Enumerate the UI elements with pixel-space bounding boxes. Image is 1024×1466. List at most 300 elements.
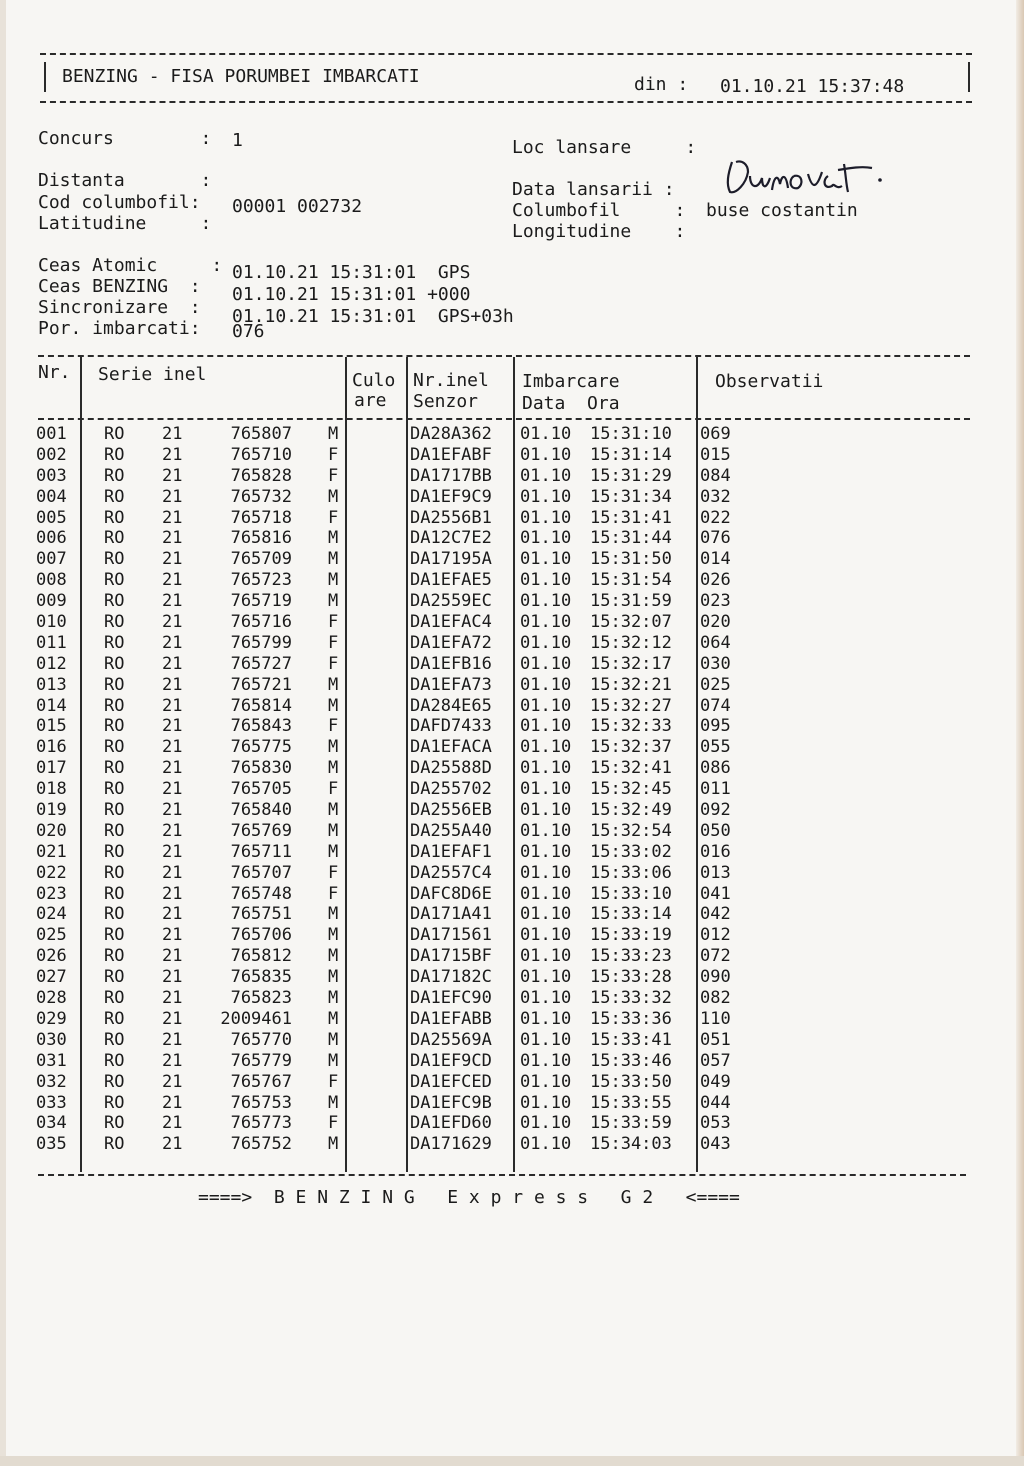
ceas-benzing-value: 01.10.21 15:31:01 +000 — [232, 284, 471, 305]
cell-observatii: 064 — [700, 632, 731, 653]
cell-sensor: DA171629 — [410, 1134, 492, 1155]
cell-observatii: 030 — [700, 653, 731, 674]
cell-date: 01.10 — [520, 758, 572, 779]
cell-ring: 765816 — [230, 528, 292, 549]
cell-nr: 004 — [36, 486, 67, 507]
cell-observatii: 014 — [700, 549, 731, 570]
cell-country: RO — [104, 1092, 125, 1113]
cell-date: 01.10 — [520, 883, 572, 904]
cell-sex: M — [328, 549, 339, 570]
cell-ring: 765770 — [230, 1029, 292, 1050]
cell-time: 15:32:21 — [590, 674, 672, 695]
cell-observatii: 092 — [700, 800, 731, 821]
cell-nr: 008 — [36, 570, 67, 591]
cell-time: 15:32:45 — [590, 779, 672, 800]
cell-sex: M — [328, 591, 339, 612]
cell-ring: 765779 — [230, 1050, 292, 1071]
cell-year: 21 — [162, 779, 183, 800]
cell-date: 01.10 — [520, 1071, 572, 1092]
cell-country: RO — [104, 1113, 125, 1134]
cell-ring: 765752 — [230, 1134, 292, 1155]
cell-nr: 002 — [36, 444, 67, 465]
cell-time: 15:33:32 — [590, 988, 672, 1009]
cell-year: 21 — [162, 1071, 183, 1092]
cell-country: RO — [104, 967, 125, 988]
cell-ring: 765711 — [230, 841, 292, 862]
cell-date: 01.10 — [520, 1134, 572, 1155]
cell-date: 01.10 — [520, 528, 572, 549]
cell-sensor: DAFD7433 — [410, 716, 492, 737]
header-right-border — [968, 62, 970, 92]
cell-nr: 019 — [36, 800, 67, 821]
cell-sensor: DA1EFA73 — [410, 674, 492, 695]
cell-sex: M — [328, 695, 339, 716]
cell-sensor: DA171561 — [410, 925, 492, 946]
columbofil-value: buse costantin — [706, 200, 858, 221]
cell-nr: 029 — [36, 1008, 67, 1029]
cell-observatii: 057 — [700, 1050, 731, 1071]
cell-date: 01.10 — [520, 549, 572, 570]
cell-sex: F — [328, 1113, 339, 1134]
cell-country: RO — [104, 904, 125, 925]
cell-date: 01.10 — [520, 486, 572, 507]
cell-date: 01.10 — [520, 779, 572, 800]
cell-time: 15:31:44 — [590, 528, 672, 549]
cell-year: 21 — [162, 507, 183, 528]
cell-year: 21 — [162, 716, 183, 737]
cell-observatii: 013 — [700, 862, 731, 883]
cell-time: 15:32:12 — [590, 632, 672, 653]
cell-time: 15:32:17 — [590, 653, 672, 674]
cell-sex: M — [328, 1029, 339, 1050]
cell-nr: 006 — [36, 528, 67, 549]
cell-observatii: 049 — [700, 1071, 731, 1092]
cell-time: 15:33:06 — [590, 862, 672, 883]
cell-ring: 765775 — [230, 737, 292, 758]
header-nr-inel-2: Senzor — [413, 391, 479, 412]
cell-year: 21 — [162, 695, 183, 716]
cell-year: 21 — [162, 925, 183, 946]
table-bottom-rule — [38, 1174, 966, 1176]
cod-columbofil-value: 00001 002732 — [232, 196, 363, 217]
cell-date: 01.10 — [520, 967, 572, 988]
cell-nr: 035 — [36, 1134, 67, 1155]
cell-date: 01.10 — [520, 632, 572, 653]
columbofil-label: Columbofil : — [512, 200, 686, 221]
cell-ring: 765732 — [230, 486, 292, 507]
data-lansarii-label: Data lansarii : — [512, 179, 675, 200]
cell-ring: 765807 — [230, 424, 292, 444]
din-label: din : — [634, 74, 689, 95]
cell-date: 01.10 — [520, 465, 572, 486]
cell-country: RO — [104, 820, 125, 841]
cell-date: 01.10 — [520, 1050, 572, 1071]
cell-sensor: DA255702 — [410, 779, 492, 800]
cell-time: 15:33:02 — [590, 841, 672, 862]
cell-time: 15:33:36 — [590, 1008, 672, 1029]
cell-year: 21 — [162, 1113, 183, 1134]
cell-observatii: 022 — [700, 507, 731, 528]
cell-time: 15:32:37 — [590, 737, 672, 758]
cell-sensor: DA1EFABF — [410, 444, 492, 465]
latitudine-label: Latitudine : — [38, 213, 212, 234]
cell-observatii: 011 — [700, 779, 731, 800]
cell-date: 01.10 — [520, 674, 572, 695]
cell-country: RO — [104, 549, 125, 570]
cod-columbofil-label: Cod columbofil: — [38, 192, 201, 213]
cell-sex: F — [328, 465, 339, 486]
cell-observatii: 016 — [700, 841, 731, 862]
cell-ring: 765710 — [230, 444, 292, 465]
cell-sex: M — [328, 800, 339, 821]
header-nr: Nr. — [38, 362, 71, 383]
cell-ring: 765812 — [230, 946, 292, 967]
cell-sensor: DA2557C4 — [410, 862, 492, 883]
cell-date: 01.10 — [520, 800, 572, 821]
cell-country: RO — [104, 1029, 125, 1050]
cell-sex: F — [328, 632, 339, 653]
cell-time: 15:31:50 — [590, 549, 672, 570]
cell-time: 15:31:59 — [590, 591, 672, 612]
cell-year: 21 — [162, 737, 183, 758]
cell-sensor: DA1EFC90 — [410, 988, 492, 1009]
cell-sensor: DA17195A — [410, 549, 492, 570]
cell-ring: 765830 — [230, 758, 292, 779]
header-top-rule — [40, 53, 972, 55]
cell-time: 15:31:54 — [590, 570, 672, 591]
cell-sex: M — [328, 946, 339, 967]
header-imbarcare-1: Imbarcare — [522, 371, 620, 392]
cell-sensor: DA17182C — [410, 967, 492, 988]
ceas-benzing-label: Ceas BENZING : — [38, 276, 201, 297]
cell-sex: M — [328, 925, 339, 946]
cell-observatii: 020 — [700, 612, 731, 633]
cell-date: 01.10 — [520, 841, 572, 862]
col-divider-imbarcare — [696, 357, 698, 1172]
cell-country: RO — [104, 591, 125, 612]
cell-time: 15:33:10 — [590, 883, 672, 904]
cell-time: 15:33:23 — [590, 946, 672, 967]
cell-observatii: 026 — [700, 570, 731, 591]
cell-observatii: 025 — [700, 674, 731, 695]
cell-country: RO — [104, 1134, 125, 1155]
cell-nr: 009 — [36, 591, 67, 612]
cell-country: RO — [104, 1008, 125, 1029]
header-bottom-rule — [40, 101, 972, 103]
cell-sensor: DA255A40 — [410, 820, 492, 841]
cell-observatii: 084 — [700, 465, 731, 486]
cell-ring: 765843 — [230, 716, 292, 737]
cell-year: 21 — [162, 1008, 183, 1029]
cell-date: 01.10 — [520, 737, 572, 758]
cell-observatii: 044 — [700, 1092, 731, 1113]
cell-time: 15:32:33 — [590, 716, 672, 737]
cell-country: RO — [104, 841, 125, 862]
cell-observatii: 055 — [700, 737, 731, 758]
col-divider-nr — [80, 357, 82, 1172]
cell-year: 21 — [162, 904, 183, 925]
cell-nr: 031 — [36, 1050, 67, 1071]
cell-country: RO — [104, 465, 125, 486]
cell-sex: M — [328, 1134, 339, 1155]
cell-nr: 016 — [36, 737, 67, 758]
cell-time: 15:31:34 — [590, 486, 672, 507]
cell-year: 21 — [162, 528, 183, 549]
cell-sensor: DAFC8D6E — [410, 883, 492, 904]
cell-sensor: DA1EF9CD — [410, 1050, 492, 1071]
header-culoare-2: are — [354, 390, 387, 411]
cell-country: RO — [104, 988, 125, 1009]
cell-sex: M — [328, 737, 339, 758]
cell-date: 01.10 — [520, 444, 572, 465]
cell-country: RO — [104, 737, 125, 758]
cell-sex: M — [328, 988, 339, 1009]
cell-sensor: DA1EFAF1 — [410, 841, 492, 862]
cell-ring: 765748 — [230, 883, 292, 904]
cell-country: RO — [104, 444, 125, 465]
cell-year: 21 — [162, 862, 183, 883]
cell-sensor: DA171A41 — [410, 904, 492, 925]
cell-ring: 765835 — [230, 967, 292, 988]
cell-ring: 2009461 — [220, 1008, 292, 1029]
table-header-rule — [38, 418, 970, 420]
cell-observatii: 090 — [700, 967, 731, 988]
cell-sex: M — [328, 528, 339, 549]
cell-ring: 765753 — [230, 1092, 292, 1113]
cell-country: RO — [104, 653, 125, 674]
cell-observatii: 095 — [700, 716, 731, 737]
cell-nr: 001 — [36, 424, 67, 444]
cell-sex: M — [328, 904, 339, 925]
cell-sensor: DA2559EC — [410, 591, 492, 612]
cell-nr: 028 — [36, 988, 67, 1009]
cell-time: 15:33:46 — [590, 1050, 672, 1071]
cell-year: 21 — [162, 1029, 183, 1050]
cell-nr: 005 — [36, 507, 67, 528]
cell-time: 15:32:49 — [590, 800, 672, 821]
cell-date: 01.10 — [520, 988, 572, 1009]
cell-nr: 021 — [36, 841, 67, 862]
cell-date: 01.10 — [520, 695, 572, 716]
cell-date: 01.10 — [520, 904, 572, 925]
cell-sex: M — [328, 1050, 339, 1071]
sincronizare-value: 01.10.21 15:31:01 GPS+03h — [232, 306, 514, 327]
cell-ring: 765769 — [230, 820, 292, 841]
cell-time: 15:33:28 — [590, 967, 672, 988]
cell-country: RO — [104, 946, 125, 967]
cell-country: RO — [104, 570, 125, 591]
cell-observatii: 076 — [700, 528, 731, 549]
header-observatii: Observatii — [715, 371, 824, 392]
cell-year: 21 — [162, 1050, 183, 1071]
cell-sensor: DA1EFABB — [410, 1008, 492, 1029]
cell-nr: 010 — [36, 612, 67, 633]
cell-observatii: 050 — [700, 820, 731, 841]
header-culoare-1: Culo — [352, 370, 396, 391]
cell-sensor: DA1EFA72 — [410, 632, 492, 653]
cell-observatii: 032 — [700, 486, 731, 507]
cell-year: 21 — [162, 591, 183, 612]
cell-year: 21 — [162, 570, 183, 591]
cell-year: 21 — [162, 632, 183, 653]
cell-year: 21 — [162, 800, 183, 821]
cell-sensor: DA1EFCED — [410, 1071, 492, 1092]
header-serie-inel: Serie inel — [98, 364, 207, 385]
cell-nr: 030 — [36, 1029, 67, 1050]
cell-nr: 012 — [36, 653, 67, 674]
cell-nr: 011 — [36, 632, 67, 653]
cell-country: RO — [104, 695, 125, 716]
cell-sex: F — [328, 653, 339, 674]
cell-nr: 022 — [36, 862, 67, 883]
cell-ring: 765718 — [230, 507, 292, 528]
cell-sex: M — [328, 967, 339, 988]
cell-sensor: DA28A362 — [410, 424, 492, 444]
cell-sex: M — [328, 1008, 339, 1029]
cell-sensor: DA1EFAC4 — [410, 612, 492, 633]
cell-time: 15:33:55 — [590, 1092, 672, 1113]
loc-lansare-label: Loc lansare : — [512, 137, 697, 158]
cell-nr: 032 — [36, 1071, 67, 1092]
header-left-border — [44, 62, 46, 92]
cell-ring: 765814 — [230, 695, 292, 716]
cell-sex: F — [328, 883, 339, 904]
cell-time: 15:32:07 — [590, 612, 672, 633]
cell-observatii: 069 — [700, 424, 731, 444]
longitudine-label: Longitudine : — [512, 221, 686, 242]
cell-sex: F — [328, 862, 339, 883]
paper-edge-bottom — [0, 1456, 1024, 1466]
cell-nr: 007 — [36, 549, 67, 570]
cell-country: RO — [104, 424, 125, 444]
cell-sensor: DA25588D — [410, 758, 492, 779]
cell-time: 15:31:41 — [590, 507, 672, 528]
cell-observatii: 023 — [700, 591, 731, 612]
cell-ring: 765707 — [230, 862, 292, 883]
cell-time: 15:31:10 — [590, 424, 672, 444]
cell-observatii: 053 — [700, 1113, 731, 1134]
cell-year: 21 — [162, 1134, 183, 1155]
cell-sensor: DA1717BB — [410, 465, 492, 486]
cell-nr: 015 — [36, 716, 67, 737]
cell-nr: 017 — [36, 758, 67, 779]
cell-ring: 765773 — [230, 1113, 292, 1134]
cell-sex: F — [328, 612, 339, 633]
cell-country: RO — [104, 528, 125, 549]
cell-date: 01.10 — [520, 925, 572, 946]
paper-edge-right — [1016, 0, 1024, 1466]
cell-nr: 033 — [36, 1092, 67, 1113]
cell-ring: 765709 — [230, 549, 292, 570]
cell-nr: 014 — [36, 695, 67, 716]
cell-year: 21 — [162, 883, 183, 904]
porumbei-imbarcati-label: Por. imbarcati: — [38, 318, 201, 339]
cell-date: 01.10 — [520, 591, 572, 612]
cell-country: RO — [104, 779, 125, 800]
cell-sex: M — [328, 1092, 339, 1113]
cell-nr: 027 — [36, 967, 67, 988]
cell-observatii: 086 — [700, 758, 731, 779]
cell-ring: 765751 — [230, 904, 292, 925]
cell-time: 15:33:50 — [590, 1071, 672, 1092]
cell-year: 21 — [162, 444, 183, 465]
handwritten-signature — [722, 154, 892, 200]
cell-nr: 013 — [36, 674, 67, 695]
cell-observatii: 015 — [700, 444, 731, 465]
table-top-rule — [38, 355, 970, 357]
cell-observatii: 012 — [700, 925, 731, 946]
cell-country: RO — [104, 925, 125, 946]
footer-brand: ====> B E N Z I N G E x p r e s s G 2 <==== — [198, 1187, 740, 1208]
cell-nr: 018 — [36, 779, 67, 800]
cell-sex: M — [328, 820, 339, 841]
cell-nr: 026 — [36, 946, 67, 967]
cell-year: 21 — [162, 946, 183, 967]
cell-ring: 765719 — [230, 591, 292, 612]
cell-observatii: 051 — [700, 1029, 731, 1050]
cell-date: 01.10 — [520, 820, 572, 841]
cell-country: RO — [104, 507, 125, 528]
cell-country: RO — [104, 1050, 125, 1071]
cell-country: RO — [104, 1071, 125, 1092]
cell-time: 15:33:59 — [590, 1113, 672, 1134]
cell-year: 21 — [162, 612, 183, 633]
cell-country: RO — [104, 800, 125, 821]
cell-time: 15:31:14 — [590, 444, 672, 465]
header-nr-inel-1: Nr.inel — [413, 370, 489, 391]
cell-year: 21 — [162, 758, 183, 779]
cell-nr: 024 — [36, 904, 67, 925]
distanta-label: Distanta : — [38, 170, 212, 191]
ceas-atomic-label: Ceas Atomic : — [38, 255, 223, 276]
cell-observatii: 074 — [700, 695, 731, 716]
cell-sex: M — [328, 486, 339, 507]
cell-ring: 765823 — [230, 988, 292, 1009]
cell-observatii: 041 — [700, 883, 731, 904]
cell-nr: 025 — [36, 925, 67, 946]
cell-date: 01.10 — [520, 612, 572, 633]
cell-time: 15:33:14 — [590, 904, 672, 925]
cell-sex: M — [328, 758, 339, 779]
cell-year: 21 — [162, 841, 183, 862]
cell-ring: 765840 — [230, 800, 292, 821]
cell-ring: 765706 — [230, 925, 292, 946]
cell-sensor: DA1EFAE5 — [410, 570, 492, 591]
cell-time: 15:32:41 — [590, 758, 672, 779]
col-divider-serie — [345, 357, 347, 1172]
cell-sex: M — [328, 841, 339, 862]
cell-country: RO — [104, 758, 125, 779]
cell-sex: F — [328, 1071, 339, 1092]
cell-sex: M — [328, 424, 339, 444]
cell-date: 01.10 — [520, 1113, 572, 1134]
cell-nr: 020 — [36, 820, 67, 841]
cell-time: 15:32:27 — [590, 695, 672, 716]
cell-date: 01.10 — [520, 424, 572, 444]
cell-ring: 765828 — [230, 465, 292, 486]
cell-year: 21 — [162, 653, 183, 674]
cell-observatii: 042 — [700, 904, 731, 925]
cell-sensor: DA1EFD60 — [410, 1113, 492, 1134]
cell-sensor: DA12C7E2 — [410, 528, 492, 549]
concurs-value: 1 — [232, 130, 243, 151]
cell-sex: F — [328, 444, 339, 465]
cell-nr: 034 — [36, 1113, 67, 1134]
ceas-atomic-value: 01.10.21 15:31:01 GPS — [232, 262, 471, 283]
cell-ring: 765716 — [230, 612, 292, 633]
col-divider-culoare — [406, 357, 408, 1172]
document-title: BENZING - FISA PORUMBEI IMBARCATI — [62, 66, 420, 87]
